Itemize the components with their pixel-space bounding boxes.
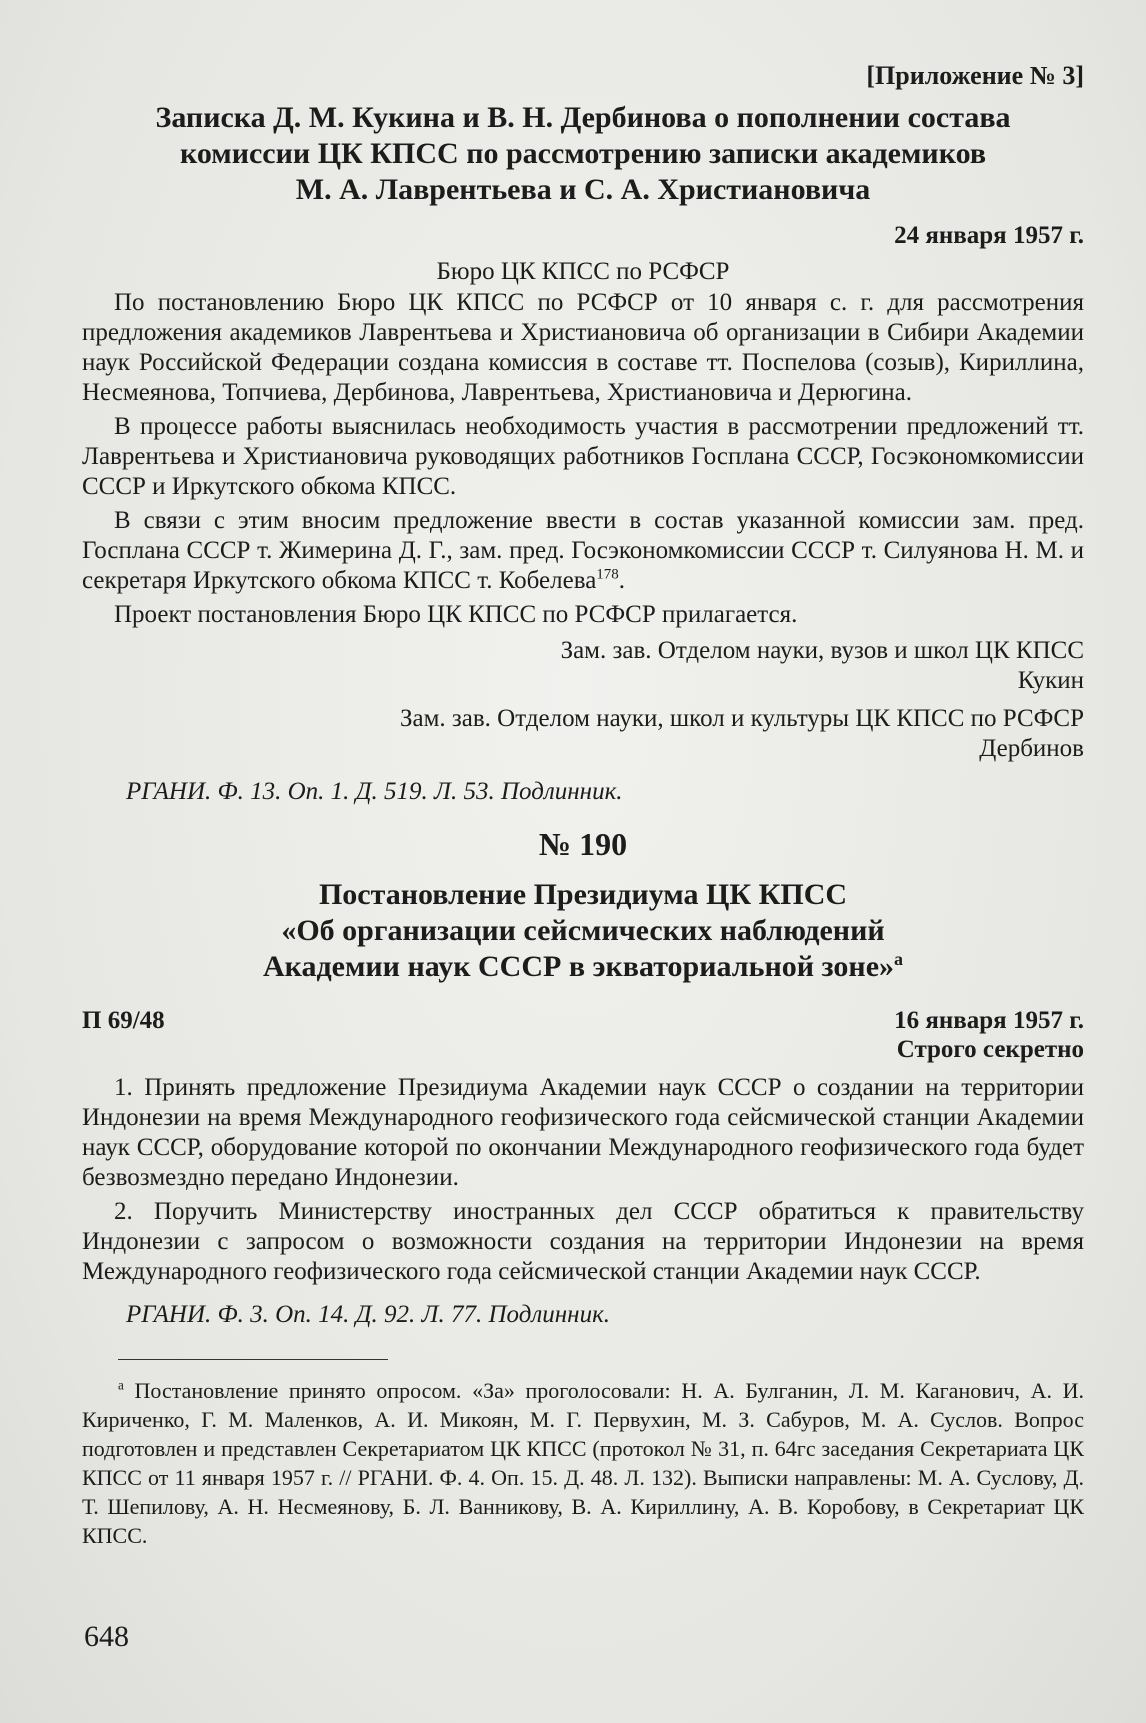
footnote-mark: а	[118, 1377, 124, 1393]
doc2-paragraph: 1. Принять предложение Президиума Академии наук СССР о создании на территории Индонезии на время Международного геофизического года сейсмической станции Академии наук СССР, оборудование которой по окончании Международного геофизического года будет безвозмездно передано Индонезии.	[82, 1074, 1084, 1191]
signature-position: Зам. зав. Отделом науки, вузов и школ ЦК КПСС	[560, 637, 1084, 664]
footnote	[82, 1376, 1084, 1550]
doc1-paragraph: По постановлению Бюро ЦК КПСС по РСФСР от 10 января с. г. для рассмотрения предложения академиков Лаврентьева и Христиановича об организации в Сибири Академии наук Российской Федерации создана комиссия в составе тт. Поспелова (созыв), Кириллина, Несмеянова, Топчиева, Дербинова, Лаврентьева, Христиановича и Дерюгина.	[82, 289, 1084, 406]
doc1-paragraph: В связи с этим вносим предложение ввести в состав указанной комиссии зам. пред. Госплана СССР т. Жимерина Д. Г., зам. пред. Госэкономкомиссии СССР т. Силуянова Н. М. и секретаря Иркутского обкома КПСС т. Кобелева$^{178}$.	[82, 507, 1084, 594]
doc2-paragraph: 2. Поручить Министерству иностранных дел СССР обратиться к правительству Индонезии с запросом о возможности создания на территории Индонезии на время Международного геофизического года сейсмической станции Академии наук СССР.	[82, 1198, 1084, 1285]
signature-name: Кукин	[1017, 667, 1084, 694]
doc1-signature-2	[82, 704, 1084, 764]
doc1-paragraph: В процессе работы выяснилась необходимость участия в рассмотрении предложений тт. Лаврентьева и Христиановича руководящих работников Госплана СССР, Госэкономкомиссии СССР и Иркутского обкома КПСС.	[82, 413, 1084, 500]
title-note-mark: а	[894, 949, 904, 969]
doc2-title-text: Академии наук СССР в экваториальной зоне»	[262, 950, 895, 983]
doc1-title	[82, 100, 1084, 208]
footnote-divider	[118, 1359, 388, 1360]
doc2-title-line: «Об организации сейсмических наблюдений	[281, 914, 885, 947]
classification-label: Строго секретно	[896, 1036, 1084, 1063]
doc2-number: № 190	[538, 826, 628, 862]
signature-name: Дербинов	[979, 735, 1084, 762]
page-number: 648	[84, 1620, 129, 1653]
doc1-paragraph-text: В связи с этим вносим предложение ввести в состав указанной комиссии зам. пред. Госплана СССР т. Жимерина Д. Г., зам. пред. Госэкономкомиссии СССР т. Силуянова Н. М. и секретаря Иркутского обкома КПСС т. Кобелева	[82, 507, 1084, 594]
doc1-signature-1	[82, 636, 1084, 696]
doc2-source: РГАНИ. Ф. 3. Оп. 14. Д. 92. Л. 77. Подлинник.	[126, 1301, 611, 1328]
appendix-label: [Приложение № 3]	[866, 61, 1084, 90]
doc1-source: РГАНИ. Ф. 13. Оп. 1. Д. 519. Л. 53. Подлинник.	[126, 778, 623, 805]
signature-position: Зам. зав. Отделом науки, школ и культуры ЦК КПСС по РСФСР	[399, 705, 1084, 732]
doc1-paragraph: Проект постановления Бюро ЦК КПСС по РСФСР прилагается.	[114, 601, 798, 628]
doc2-title	[82, 877, 1084, 985]
doc1-addressee: Бюро ЦК КПСС по РСФСР	[436, 258, 730, 285]
doc1-title-line: Записка Д. М. Кукина и В. Н. Дербинова о пополнении состава	[155, 101, 1011, 134]
doc1-date: 24 января 1957 г.	[894, 222, 1084, 249]
footnote-text: Постановление принято опросом. «За» проголосовали: Н. А. Булганин, Л. М. Каганович, А. И. Кириченко, Г. М. Маленков, А. И. Микоян, М. Г. Первухин, М. З. Сабуров, М. А. Суслов. Вопрос подготовлен и представлен Секретариатом ЦК КПСС (протокол № 31, п. 64гс заседания Секретариата ЦК КПСС от 11 января 1957 г. // РГАНИ. Ф. 4. Оп. 15. Д. 48. Л. 132). Выписки направлены: М. А. Суслову, Д. Т. Шепилову, А. Н. Несмеянову, Б. Л. Ванникову, В. А. Кириллину, А. В. Коробову, в Секретариат ЦК КПСС.	[82, 1378, 1085, 1548]
footnote-ref: 178	[596, 566, 619, 583]
doc1-title-line: комиссии ЦК КПСС по рассмотрению записки академиков	[179, 137, 987, 170]
doc1-title-line: М. А. Лаврентьева и С. А. Христиановича	[295, 173, 871, 206]
protocol-number: П 69/48	[82, 1007, 165, 1034]
doc2-protocol-row	[82, 1007, 1084, 1035]
doc2-title-line: Постановление Президиума ЦК КПСС	[318, 878, 848, 911]
doc2-date: 16 января 1957 г.	[894, 1007, 1084, 1034]
doc2-title-line	[82, 949, 1084, 985]
